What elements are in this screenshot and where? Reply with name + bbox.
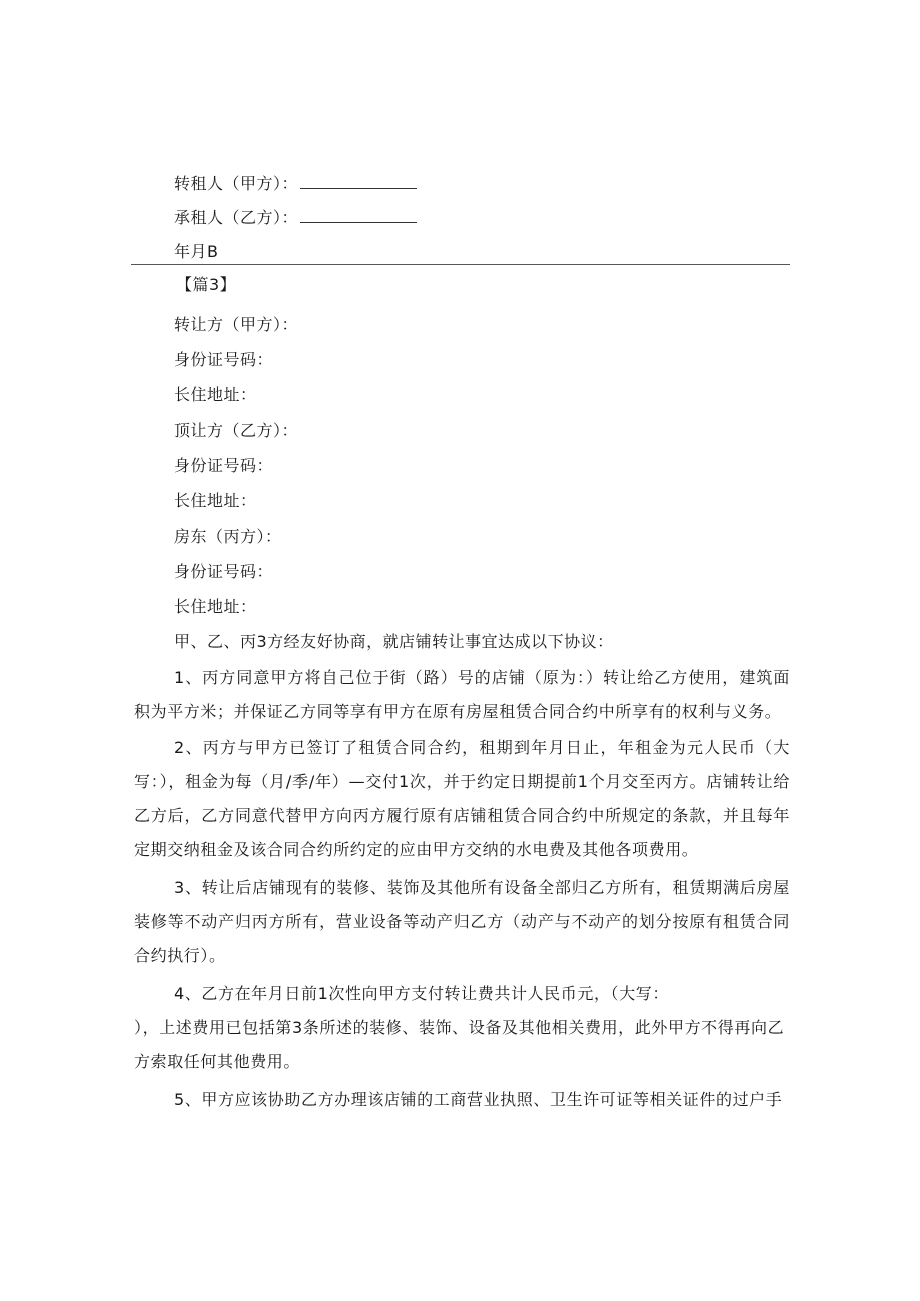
transferee-field: 顶让方（乙方）： (174, 421, 299, 440)
landlord-id-field: 身份证号码： (174, 562, 274, 581)
sublessee-signature-line (174, 208, 417, 228)
transferor-field: 转让方（甲方）： (174, 315, 299, 334)
section-divider (131, 264, 790, 265)
sublessee-blank (300, 208, 417, 223)
section-title: 【篇3】 (176, 275, 237, 294)
clause-4-first-line: 4、乙方在年月日前1次性向甲方支付转让费共计人民币元，（大写： (174, 984, 669, 1003)
clause-4 (134, 977, 790, 1079)
clause-5: 5、甲方应该协助乙方办理该店铺的工商营业执照、卫生许可证等相关证件的过户手 (174, 1090, 783, 1109)
transferee-address-field: 长住地址： (174, 491, 257, 510)
sublessee-label: 承租人（乙方）： (174, 208, 299, 227)
transferee-id-field: 身份证号码： (174, 456, 274, 475)
subleasor-blank (300, 174, 417, 189)
date-label: 年月B (174, 242, 219, 261)
landlord-address-field: 长住地址： (174, 597, 257, 616)
transferor-address-field: 长住地址： (174, 385, 257, 404)
subleasor-signature-line (174, 174, 417, 194)
subleasor-label: 转租人（甲方）： (174, 174, 299, 193)
clause-3: 3、转让后店铺现有的装修、装饰及其他所有设备全部归乙方所有，租赁期满后房屋装修等不动产归丙方所有，营业设备等动产归乙方（动产与不动产的划分按原有租赁合同合约执行）。 (134, 878, 790, 965)
transferor-id-field: 身份证号码： (174, 350, 274, 369)
clause-4-continuation: ），上述费用已包括第3条所述的装修、装饰、设备及其他相关费用，此外甲方不得再向乙方索取任何其他费用。 (134, 1018, 785, 1071)
agreement-intro: 甲、乙、丙3方经友好协商，就店铺转让事宜达成以下协议： (174, 632, 614, 651)
landlord-field: 房东（丙方）： (174, 527, 282, 546)
clause-1: 1、丙方同意甲方将自己位于街（路）号的店铺（原为：）转让给乙方使用，建筑面积为平方米；并保证乙方同等享有甲方在原有房屋租赁合同合约中所享有的权利与义务。 (134, 668, 790, 721)
clause-2: 2、丙方与甲方已签订了租赁合同合约，租期到年月日止，年租金为元人民币（大写：），租金为每（月/季/年）—交付1次，并于约定日期提前1个月交至丙方。店铺转让给乙方后，乙方同意代替甲方向丙方履行原有店铺租赁合同合约中所规定的条款，并且每年定期交纳租金及该合同合约所约定的应由甲方交纳的水电费及其他各项费用。 (134, 738, 790, 859)
date-line (174, 242, 218, 262)
